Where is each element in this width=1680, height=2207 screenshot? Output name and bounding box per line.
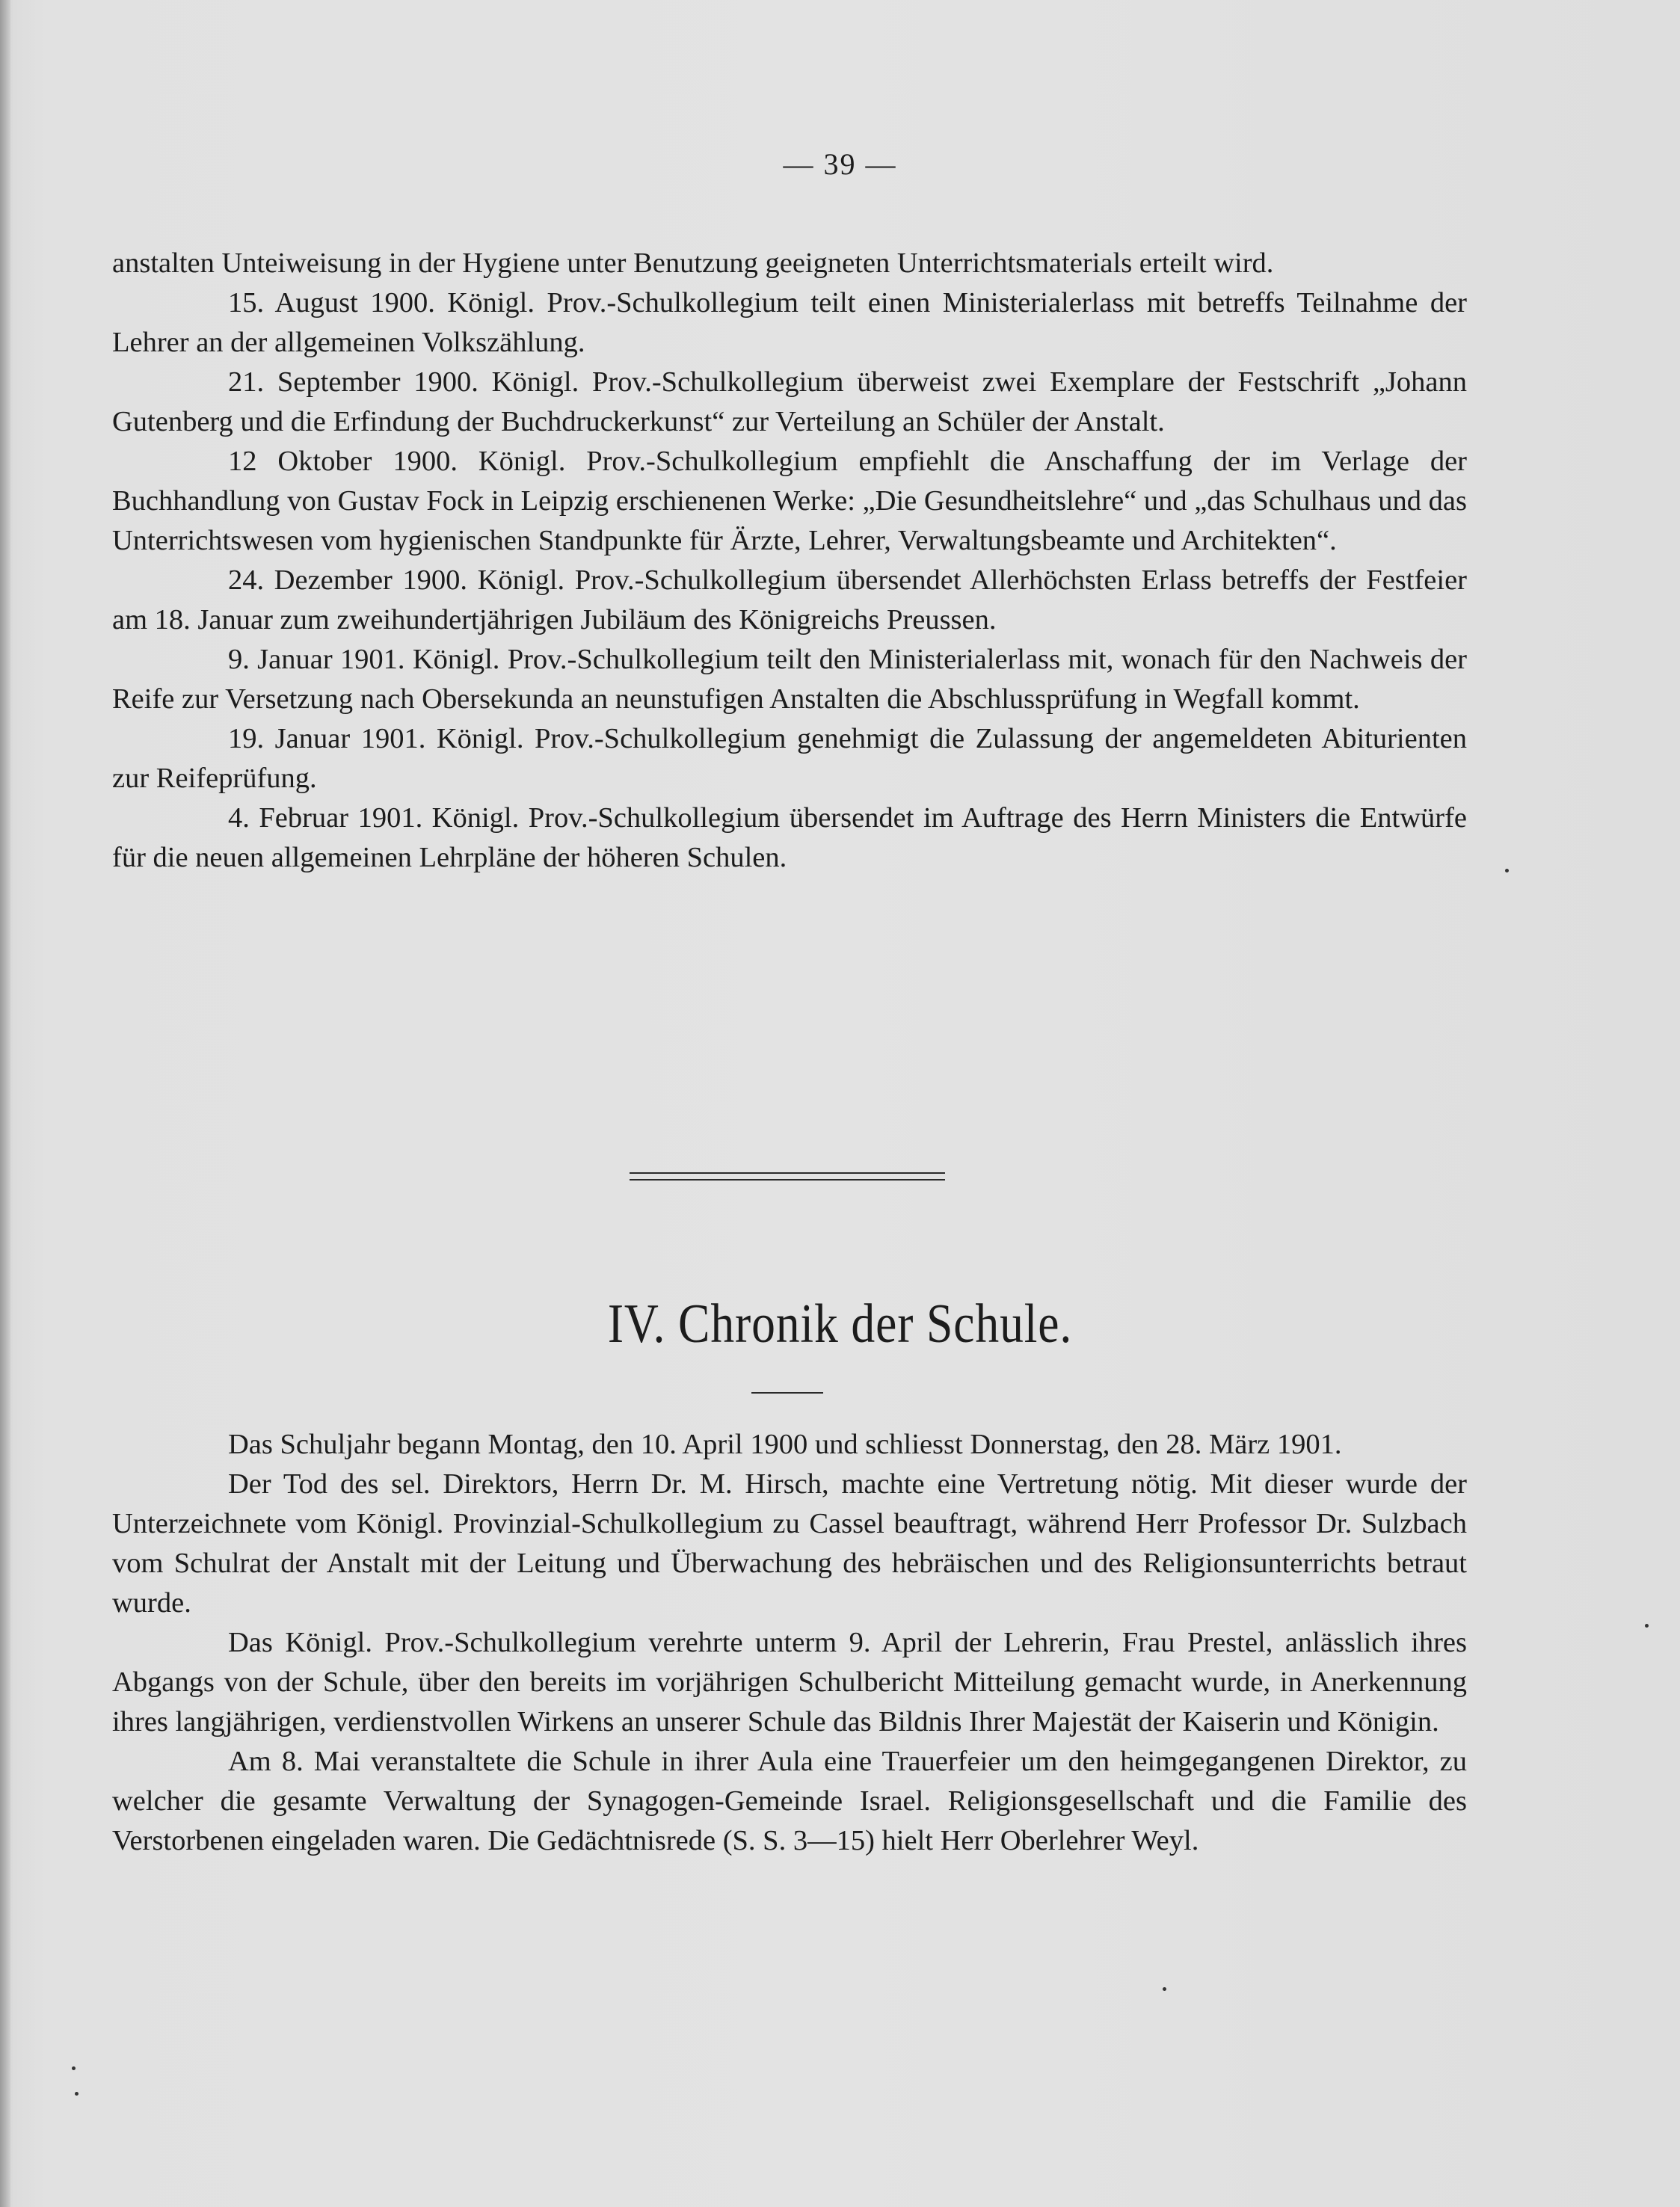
section-divider (630, 1172, 945, 1181)
scan-speck (1163, 1987, 1166, 1991)
chronik-paragraph: Das Schuljahr begann Montag, den 10. April 1900 und schliesst Donnerstag, den 28. März 1901. (228, 1429, 1342, 1460)
scan-speck (1645, 1624, 1649, 1628)
decree-paragraph: 12 Oktober 1900. Königl. Prov.-Schulkollegium empfiehlt die Anschaffung der im Verlage der Buchhandlung von Gustav Fock in Leipzig erschienenen Werke: „Die Gesundheitslehre“ und „das Schulhaus und das Unterrichtswesen vom hygienischen Standpunkte für Ärzte, Lehrer, Verwaltungsbeamte und Architekten“. (112, 446, 1467, 556)
decree-paragraph: 4. Februar 1901. Königl. Prov.-Schulkollegium übersendet im Auftrage des Herrn Ministers die Entwürfe für die neuen allgemeinen Lehrpläne der höheren Schulen. (112, 802, 1467, 873)
chronik-body (112, 1425, 1467, 1861)
decree-paragraph: 21. September 1900. Königl. Prov.-Schulkollegium überweist zwei Exemplare der Festschrift „Johann Gutenberg und die Erfindung der Buchdruckerkunst“ zur Verteilung an Schüler der Anstalt. (112, 366, 1467, 437)
chronik-paragraph: Am 8. Mai veranstaltete die Schule in ihrer Aula eine Trauerfeier um den heimgegangenen Direktor, zu welcher die gesamte Verwaltung der Synagogen-Gemeinde Israel. Religionsgesellschaft und die Familie des Verstorbenen eingeladen waren. Die Gedächtnisrede (S. S. 3—15) hielt Herr Oberlehrer Weyl. (112, 1746, 1467, 1856)
scan-speck (72, 2066, 76, 2070)
scan-speck (1505, 869, 1509, 872)
decree-paragraph: 24. Dezember 1900. Königl. Prov.-Schulkollegium übersendet Allerhöchsten Erlass betreffs der Festfeier am 18. Januar zum zweihundertjährigen Jubiläum des Königreichs Preussen. (112, 564, 1467, 635)
decree-paragraph: 15. August 1900. Königl. Prov.-Schulkollegium teilt einen Ministerialerlass mit betreffs Teilnahme der Lehrer an der allgemeinen Volkszählung. (112, 287, 1467, 358)
decree-paragraph-continuation: anstalten Unteiweisung in der Hygiene unter Benutzung geeigneten Unterrichtsmaterials erteilt wird. (112, 247, 1274, 279)
title-underline (751, 1392, 823, 1394)
scan-speck (75, 2092, 79, 2096)
page-number: — 39 — (783, 147, 897, 181)
decree-paragraph: 9. Januar 1901. Königl. Prov.-Schulkollegium teilt den Ministerialerlass mit, wonach für den Nachweis der Reife zur Versetzung nach Obersekunda an neunstufigen Anstalten die Abschlussprüfung in Wegfall kommt. (112, 644, 1467, 715)
chronik-paragraph: Das Königl. Prov.-Schulkollegium verehrte unterm 9. April der Lehrerin, Frau Prestel, anlässlich ihres Abgangs von der Schule, über den bereits im vorjährigen Schulbericht Mitteilung gemacht wurde, in Anerkennung ihres langjährigen, verdienstvollen Wirkens an unserer Schule das Bildnis Ihrer Majestät der Kaiserin und Königin. (112, 1627, 1467, 1737)
decree-list (112, 244, 1467, 878)
chronik-paragraph: Der Tod des sel. Direktors, Herrn Dr. M. Hirsch, machte eine Vertretung nötig. Mit dieser wurde der Unterzeichnete vom Königl. Provinzial-Schulkollegium zu Cassel beauftragt, während Herr Professor Dr. Sulzbach vom Schulrat der Anstalt mit der Leitung und Überwachung des hebräischen und des Religionsunterrichts betraut wurde. (112, 1468, 1467, 1619)
decree-paragraph: 19. Januar 1901. Königl. Prov.-Schulkollegium genehmigt die Zulassung der angemeldeten Abiturienten zur Reifeprüfung. (112, 723, 1467, 794)
page-binding-edge (0, 0, 10, 2207)
section-title: IV. Chronik der Schule. (607, 1293, 1073, 1355)
